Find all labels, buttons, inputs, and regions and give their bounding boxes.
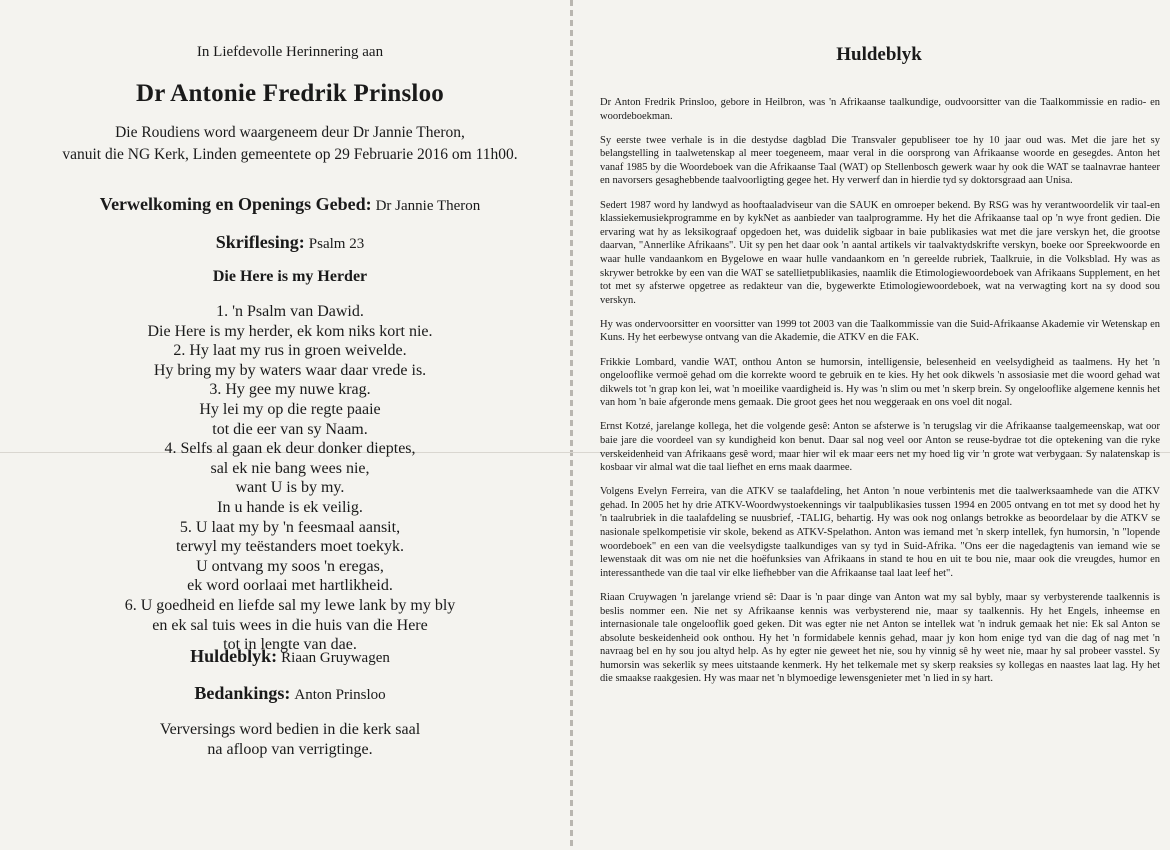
psalm-line: 5. U laat my by 'n feesmaal aansit, (179, 518, 401, 536)
psalm-line: tot in lengte van dae. (223, 636, 357, 654)
psalm-line: tot die eer van sy Naam. (212, 420, 368, 438)
thanks-value: Anton Prinsloo (294, 687, 386, 703)
tribute-paragraph: Ernst Kotzé, jarelange kollega, het die volgende gesê: Anton se afsterwe is 'n terugslag vir die Afrikaanse taalgemeenskap, wat oor baie jare die voordeel van sy kundigheid kon benut. Daar sal nog veel oor Anton se reuse-bydrae tot die optekening van die ryke verskeidenheid van Afrikaans gesê word, maar hier wil ek maar eers net my hoed lig vir 'n grote wat verbygaan. Sy nalatenskap is kosbaar vir almal wat die taal liefhet en erns maak daarmee. (600, 421, 1160, 474)
left-page (40, 0, 540, 850)
thanks-label: Bedankings: (194, 683, 291, 703)
welcome-row (40, 194, 540, 215)
tribute-paragraph: Volgens Evelyn Ferreira, van die ATKV se taalafdeling, het Anton 'n noue verbintenis met die taalwerksaamhede van die ATKV gehad. In 2005 het hy drie ATKV-Woordwystoekennings vir taalpublikasies tussen 1994 en 2005 ontvang en tot met sy dood het hy 'n taalrubriek in die taalafdeling se nuusbrief, -TALIG, behartig. Hy was ook nog onlangs betrokke as beoordelaar by die ATKV se nasionale spelkompetisie vir skole, bekend as ATKV-Spelathon. Anton was iemand met 'n skerp intellek, fyn humorsin, 'n "lopende woordeboek" en een van die veelsydigste taalkundiges van sy tyd in Suid-Afrika. "Ons eer die nagedagtenis van iemand wie se lewenstaak dit was om nie net die hoëfunksies van Afrikaans in stand te hou en uit te bou nie, maar ook die vreugdes, humor en interessanthede van die taal vir elke liefhebber van die Afrikaanse taal laat leef het". (600, 486, 1160, 579)
welcome-label: Verwelkoming en Openings Gebed: (99, 194, 372, 214)
psalm-text (40, 302, 540, 655)
psalm-line: terwyl my teëstanders moet toekyk. (176, 538, 404, 556)
thanks-row (40, 683, 540, 704)
refreshments-note (40, 720, 540, 760)
center-fold (570, 0, 573, 850)
right-page (590, 0, 1168, 850)
closing-line: Verversings word bedien in die kerk saal (159, 721, 421, 738)
scripture-row (40, 232, 540, 253)
psalm-line: 6. U goedheid en liefde sal my lewe lank by my bly (124, 596, 456, 614)
psalm-line: 4. Selfs al gaan ek deur donker dieptes, (164, 440, 416, 458)
memorial-intro: In Liefdevolle Herinnering aan (196, 44, 384, 60)
psalm-line: 1. 'n Psalm van Dawid. (216, 303, 364, 320)
service-line: Die Roudiens word waargeneem deur Dr Jannie Theron, (115, 124, 465, 141)
psalm-title: Die Here is my Herder (212, 268, 368, 285)
service-details (40, 122, 540, 166)
scripture-label: Skriflesing: (215, 232, 305, 252)
deceased-name: Dr Antonie Fredrik Prinsloo (136, 80, 444, 107)
tribute-paragraph: Frikkie Lombard, vandie WAT, onthou Anton se humorsin, intelligensie, belesenheid en veelsydigheid as taalmens. Hy het 'n ongelooflike vermoë gehad om die korrekte woord te gebruik en te kies. Hy het ook dikwels 'n assosiasie met die woord gehad wat dikwels tot 'n grap kon lei, wat 'n moeilike vaardigheid is. Hy was 'n slim ou met 'n skerp brein. Sy ongelooflike algemene kennis het van hom 'n baie afgeronde mens gemaak. Die groot gees het nou weggeraak en ons voel dit nogal. (600, 356, 1160, 409)
psalm-line: Hy bring my by waters waar daar vrede is. (153, 361, 427, 379)
tribute-paragraph: Sy eerste twee verhale is in die destydse dagblad Die Transvaler gepubliseer toe hy 10 jaar oud was. Met die jare het sy belangstelling in taalwetenskap al meer toegeneem, maar veral in die oorsprong van Afrikaanse woorde en gesegdes. Anton het vanaf 1985 by die Woordeboek van die Afrikaanse Taal (WAT) op Stellenbosch gewerk waar hy ook die WAT se taalnavrae hanteer en navorsers gesaghebbende taalvoorligting gegee het. Hy verwerf dan in hierdie tyd sy doktorsgraad aan Unisa. (600, 134, 1160, 187)
closing-line: na afloop van verrigtinge. (207, 741, 373, 758)
psalm-line: want U is by my. (235, 479, 345, 497)
tribute-paragraph: Sedert 1987 word hy landwyd as hooftaaladviseur van die SAUK en omroeper bekend. By RSG was hy verantwoordelik vir taal-en klassiekemusiekprogramme en by kykNet as aanbieder van taalprogramme. Hy het die Afrikaanse taal op 'n wye front gedien. Die ervaring wat hy as leksikograaf opgedoen het, was duidelik sigbaar in baie publikasies wat met die jare verskyn het, die grootse daarvan, "Annerlike Afrikaans". Uit sy pen het daar ook 'n aantal artikels vir taalvaktydskrifte verskyn, boeke oor Spreekwoorde en waar hulle vandaankom en Bygelowe en waar hulle vandaankom en 'n gereelde rubriek, Taalkruie, in die Volksblad. Hy was as skrywer betrokke by een van die WAT se satellietpublikasies, naamlik die Etimologiewoordeboek van Afrikaans Supplement, en het tot met sy afsterwe opgetree as redakteur van die, bygewerkte Etimologiewoordeboek, wat na verwagting kort na sy dood sou verskyn. (600, 199, 1160, 306)
tribute-paragraph: Riaan Cruywagen 'n jarelange vriend sê: Daar is 'n paar dinge van Anton wat my sal bybly, maar sy verbysterende taalkennis is beslis nommer een. Nie net sy Afrikaanse kennis was verbysterend nie, maar sy taalkennis. Hy het Engels, inheemse en internasionale tale ongelooflik goed geken. Dit was egter nie net Anton se intellek wat 'n indruk gemaak het nie: Ek sal Anton se absolute beskeidenheid ook onthou. Hy het 'n formidabele kennis gehad, maar jy kon hom enige tyd van die dag of nag met 'n navraag bel en hy sou jou altyd help. As hy egter nie geweet het nie, sou hy vinnig sê hy weet nie, maar hy sal probeer vasstel. Sy humorsin was sekerlik sy mees uitstaande kenmerk. Hy het telkemale met sy skerp reaksies sy kollegas en naastes laat lag. Hy het die smaakse raakgesien. Hy was maar net 'n blymoedige lewensgenieter met 'n lied in sy hart. (600, 591, 1160, 685)
tribute-value: Riaan Gruywagen (281, 650, 390, 666)
tribute-title: Huldeblyk (836, 44, 922, 65)
welcome-value: Dr Jannie Theron (375, 198, 481, 214)
psalm-line: sal ek nie bang wees nie, (210, 459, 370, 477)
psalm-line: ek word oorlaai met hartlikheid. (187, 577, 393, 595)
tribute-row (40, 646, 540, 667)
service-line: vanuit die NG Kerk, Linden gemeentete op 29 Februarie 2016 om 11h00. (62, 146, 518, 163)
psalm-line: In u hande is ek veilig. (217, 498, 363, 516)
psalm-line: Die Here is my herder, ek kom niks kort nie. (147, 322, 433, 340)
psalm-line: 2. Hy laat my rus in groen weivelde. (173, 342, 407, 360)
psalm-line: U ontvang my soos 'n eregas, (196, 557, 384, 575)
scripture-value: Psalm 23 (308, 236, 365, 252)
tribute-paragraph: Dr Anton Fredrik Prinsloo, gebore in Heilbron, was 'n Afrikaanse taalkundige, oudvoorsitter van die Taalkommissie en radio- en woordeboekman. (600, 97, 1160, 122)
tribute-text (600, 96, 1160, 697)
psalm-line: Hy lei my op die regte paaie (199, 400, 381, 418)
psalm-line: en ek sal tuis wees in die huis van die Here (152, 616, 428, 634)
tribute-label: Huldeblyk: (190, 646, 278, 666)
psalm-line: 3. Hy gee my nuwe krag. (209, 381, 371, 399)
tribute-paragraph: Hy was ondervoorsitter en voorsitter van 1999 tot 2003 van die Taalkommissie van die Suid-Afrikaanse Akademie vir Wetenskap en Kuns. Hy het eerbewyse ontvang van die Akademie, die ATKV en die FAK. (600, 318, 1160, 344)
